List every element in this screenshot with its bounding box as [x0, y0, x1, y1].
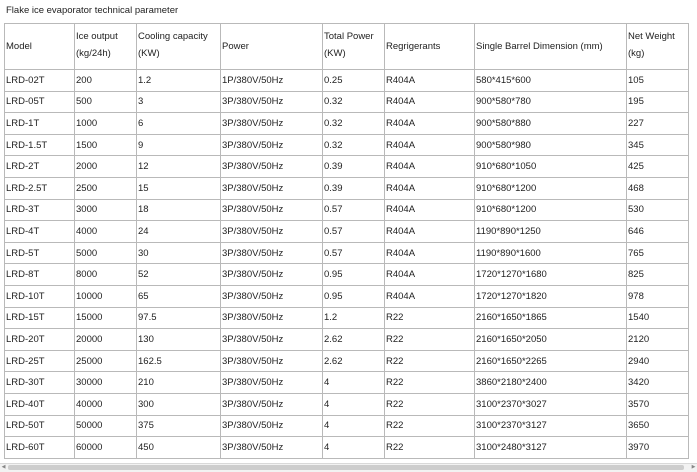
header-power: Power	[221, 24, 323, 70]
cell-cooling-capacity: 300	[137, 393, 221, 415]
cell-power: 3P/380V/50Hz	[221, 177, 323, 199]
cell-refrigerant: R22	[385, 415, 475, 437]
cell-power: 3P/380V/50Hz	[221, 264, 323, 286]
cell-net-weight: 468	[627, 177, 689, 199]
cell-ice-output: 500	[75, 91, 137, 113]
cell-total-power: 0.39	[323, 177, 385, 199]
cell-dimension: 900*580*780	[475, 91, 627, 113]
cell-refrigerant: R404A	[385, 285, 475, 307]
cell-net-weight: 1540	[627, 307, 689, 329]
cell-dimension: 1190*890*1250	[475, 221, 627, 243]
cell-net-weight: 825	[627, 264, 689, 286]
cell-model: LRD-30T	[5, 372, 75, 394]
cell-dimension: 2160*1650*2265	[475, 350, 627, 372]
cell-net-weight: 3970	[627, 437, 689, 459]
cell-model: LRD-15T	[5, 307, 75, 329]
table-row	[5, 221, 689, 243]
cell-total-power: 4	[323, 393, 385, 415]
header-cooling-line2: (KW)	[138, 48, 160, 59]
header-ice-output	[75, 24, 137, 70]
cell-cooling-capacity: 18	[137, 199, 221, 221]
table-row	[5, 415, 689, 437]
cell-cooling-capacity: 15	[137, 177, 221, 199]
header-net-weight-line1: Net Weight	[628, 31, 675, 42]
cell-power: 3P/380V/50Hz	[221, 437, 323, 459]
cell-ice-output: 200	[75, 70, 137, 92]
table-row	[5, 242, 689, 264]
header-net-weight-line2: (kg)	[628, 48, 645, 59]
cell-power: 3P/380V/50Hz	[221, 372, 323, 394]
cell-model: LRD-10T	[5, 285, 75, 307]
cell-ice-output: 60000	[75, 437, 137, 459]
header-total-power-line1: Total Power	[324, 31, 374, 42]
cell-net-weight: 227	[627, 113, 689, 135]
cell-net-weight: 765	[627, 242, 689, 264]
cell-model: LRD-8T	[5, 264, 75, 286]
cell-model: LRD-2.5T	[5, 177, 75, 199]
cell-cooling-capacity: 9	[137, 134, 221, 156]
table-row	[5, 329, 689, 351]
cell-total-power: 2.62	[323, 350, 385, 372]
cell-power: 3P/380V/50Hz	[221, 393, 323, 415]
header-ice-output-line2: (kg/24h)	[76, 48, 111, 59]
cell-refrigerant: R22	[385, 350, 475, 372]
cell-refrigerant: R404A	[385, 134, 475, 156]
cell-cooling-capacity: 52	[137, 264, 221, 286]
cell-total-power: 0.57	[323, 199, 385, 221]
cell-refrigerant: R404A	[385, 113, 475, 135]
cell-power: 3P/380V/50Hz	[221, 415, 323, 437]
cell-net-weight: 195	[627, 91, 689, 113]
cell-net-weight: 425	[627, 156, 689, 178]
cell-model: LRD-1.5T	[5, 134, 75, 156]
scrollbar-thumb[interactable]	[8, 465, 684, 470]
cell-ice-output: 30000	[75, 372, 137, 394]
cell-power: 3P/380V/50Hz	[221, 113, 323, 135]
cell-total-power: 0.57	[323, 242, 385, 264]
cell-net-weight: 3650	[627, 415, 689, 437]
cell-ice-output: 15000	[75, 307, 137, 329]
cell-dimension: 580*415*600	[475, 70, 627, 92]
table-row	[5, 264, 689, 286]
cell-net-weight: 978	[627, 285, 689, 307]
cell-dimension: 910*680*1200	[475, 177, 627, 199]
cell-cooling-capacity: 24	[137, 221, 221, 243]
cell-cooling-capacity: 130	[137, 329, 221, 351]
cell-model: LRD-25T	[5, 350, 75, 372]
cell-power: 3P/380V/50Hz	[221, 199, 323, 221]
cell-total-power: 0.32	[323, 134, 385, 156]
cell-refrigerant: R404A	[385, 177, 475, 199]
cell-cooling-capacity: 12	[137, 156, 221, 178]
cell-model: LRD-5T	[5, 242, 75, 264]
cell-power: 3P/380V/50Hz	[221, 242, 323, 264]
cell-power: 3P/380V/50Hz	[221, 329, 323, 351]
cell-cooling-capacity: 375	[137, 415, 221, 437]
cell-net-weight: 646	[627, 221, 689, 243]
header-total-power	[323, 24, 385, 70]
cell-ice-output: 50000	[75, 415, 137, 437]
header-refrigerants: Regrigerants	[385, 24, 475, 70]
table-caption: Flake ice evaporator technical parameter	[6, 5, 179, 16]
cell-refrigerant: R404A	[385, 199, 475, 221]
table-row	[5, 113, 689, 135]
cell-total-power: 1.2	[323, 307, 385, 329]
cell-cooling-capacity: 3	[137, 91, 221, 113]
cell-model: LRD-4T	[5, 221, 75, 243]
table-row	[5, 350, 689, 372]
chevron-right-icon[interactable]: ▶	[691, 464, 696, 470]
cell-refrigerant: R404A	[385, 70, 475, 92]
technical-parameter-table	[4, 23, 689, 459]
cell-net-weight: 105	[627, 70, 689, 92]
cell-total-power: 0.32	[323, 91, 385, 113]
cell-total-power: 2.62	[323, 329, 385, 351]
cell-refrigerant: R22	[385, 329, 475, 351]
cell-cooling-capacity: 65	[137, 285, 221, 307]
cell-cooling-capacity: 6	[137, 113, 221, 135]
cell-refrigerant: R404A	[385, 264, 475, 286]
cell-power: 1P/380V/50Hz	[221, 70, 323, 92]
cell-power: 3P/380V/50Hz	[221, 285, 323, 307]
table-header-row	[5, 24, 689, 70]
cell-ice-output: 1000	[75, 113, 137, 135]
cell-model: LRD-3T	[5, 199, 75, 221]
cell-dimension: 3100*2370*3127	[475, 415, 627, 437]
cell-ice-output: 2500	[75, 177, 137, 199]
cell-cooling-capacity: 210	[137, 372, 221, 394]
cell-ice-output: 5000	[75, 242, 137, 264]
cell-refrigerant: R22	[385, 437, 475, 459]
cell-total-power: 0.39	[323, 156, 385, 178]
cell-refrigerant: R404A	[385, 221, 475, 243]
table-row	[5, 437, 689, 459]
cell-model: LRD-2T	[5, 156, 75, 178]
header-cooling-line1: Cooling capacity	[138, 31, 208, 42]
header-total-power-line2: (KW)	[324, 48, 346, 59]
cell-dimension: 910*680*1200	[475, 199, 627, 221]
table-row	[5, 285, 689, 307]
cell-total-power: 0.95	[323, 264, 385, 286]
cell-net-weight: 530	[627, 199, 689, 221]
cell-ice-output: 2000	[75, 156, 137, 178]
cell-power: 3P/380V/50Hz	[221, 91, 323, 113]
cell-total-power: 0.25	[323, 70, 385, 92]
cell-refrigerant: R404A	[385, 156, 475, 178]
cell-dimension: 1720*1270*1820	[475, 285, 627, 307]
cell-power: 3P/380V/50Hz	[221, 221, 323, 243]
cell-dimension: 900*580*880	[475, 113, 627, 135]
cell-refrigerant: R404A	[385, 91, 475, 113]
cell-dimension: 2160*1650*2050	[475, 329, 627, 351]
cell-net-weight: 2120	[627, 329, 689, 351]
cell-dimension: 3100*2370*3027	[475, 393, 627, 415]
cell-net-weight: 3570	[627, 393, 689, 415]
cell-model: LRD-40T	[5, 393, 75, 415]
cell-ice-output: 25000	[75, 350, 137, 372]
cell-ice-output: 4000	[75, 221, 137, 243]
cell-cooling-capacity: 97.5	[137, 307, 221, 329]
cell-ice-output: 1500	[75, 134, 137, 156]
header-dimension: Single Barrel Dimension (mm)	[475, 24, 627, 70]
cell-total-power: 4	[323, 415, 385, 437]
cell-cooling-capacity: 1.2	[137, 70, 221, 92]
cell-model: LRD-05T	[5, 91, 75, 113]
cell-model: LRD-60T	[5, 437, 75, 459]
cell-total-power: 4	[323, 437, 385, 459]
table-row	[5, 372, 689, 394]
cell-dimension: 1720*1270*1680	[475, 264, 627, 286]
cell-dimension: 900*580*980	[475, 134, 627, 156]
cell-model: LRD-50T	[5, 415, 75, 437]
cell-model: LRD-02T	[5, 70, 75, 92]
cell-net-weight: 2940	[627, 350, 689, 372]
cell-total-power: 0.95	[323, 285, 385, 307]
cell-refrigerant: R22	[385, 393, 475, 415]
cell-power: 3P/380V/50Hz	[221, 134, 323, 156]
cell-net-weight: 345	[627, 134, 689, 156]
cell-total-power: 0.57	[323, 221, 385, 243]
cell-total-power: 4	[323, 372, 385, 394]
cell-ice-output: 10000	[75, 285, 137, 307]
table-row	[5, 70, 689, 92]
header-model: Model	[5, 24, 75, 70]
table-body	[5, 70, 689, 459]
cell-dimension: 910*680*1050	[475, 156, 627, 178]
table-row	[5, 91, 689, 113]
cell-power: 3P/380V/50Hz	[221, 156, 323, 178]
cell-net-weight: 3420	[627, 372, 689, 394]
header-net-weight	[627, 24, 689, 70]
cell-model: LRD-20T	[5, 329, 75, 351]
cell-dimension: 3100*2480*3127	[475, 437, 627, 459]
cell-refrigerant: R22	[385, 307, 475, 329]
cell-cooling-capacity: 162.5	[137, 350, 221, 372]
header-ice-output-line1: Ice output	[76, 31, 118, 42]
cell-ice-output: 8000	[75, 264, 137, 286]
header-cooling-capacity	[137, 24, 221, 70]
cell-refrigerant: R404A	[385, 242, 475, 264]
cell-total-power: 0.32	[323, 113, 385, 135]
cell-dimension: 2160*1650*1865	[475, 307, 627, 329]
cell-power: 3P/380V/50Hz	[221, 307, 323, 329]
table-row	[5, 156, 689, 178]
table-row	[5, 134, 689, 156]
cell-ice-output: 40000	[75, 393, 137, 415]
cell-cooling-capacity: 30	[137, 242, 221, 264]
cell-ice-output: 3000	[75, 199, 137, 221]
table-row	[5, 393, 689, 415]
table-row	[5, 307, 689, 329]
chevron-left-icon[interactable]: ◀	[1, 464, 6, 470]
cell-cooling-capacity: 450	[137, 437, 221, 459]
table-row	[5, 199, 689, 221]
cell-power: 3P/380V/50Hz	[221, 350, 323, 372]
cell-refrigerant: R22	[385, 372, 475, 394]
cell-model: LRD-1T	[5, 113, 75, 135]
cell-ice-output: 20000	[75, 329, 137, 351]
table-row	[5, 177, 689, 199]
cell-dimension: 1190*890*1600	[475, 242, 627, 264]
cell-dimension: 3860*2180*2400	[475, 372, 627, 394]
